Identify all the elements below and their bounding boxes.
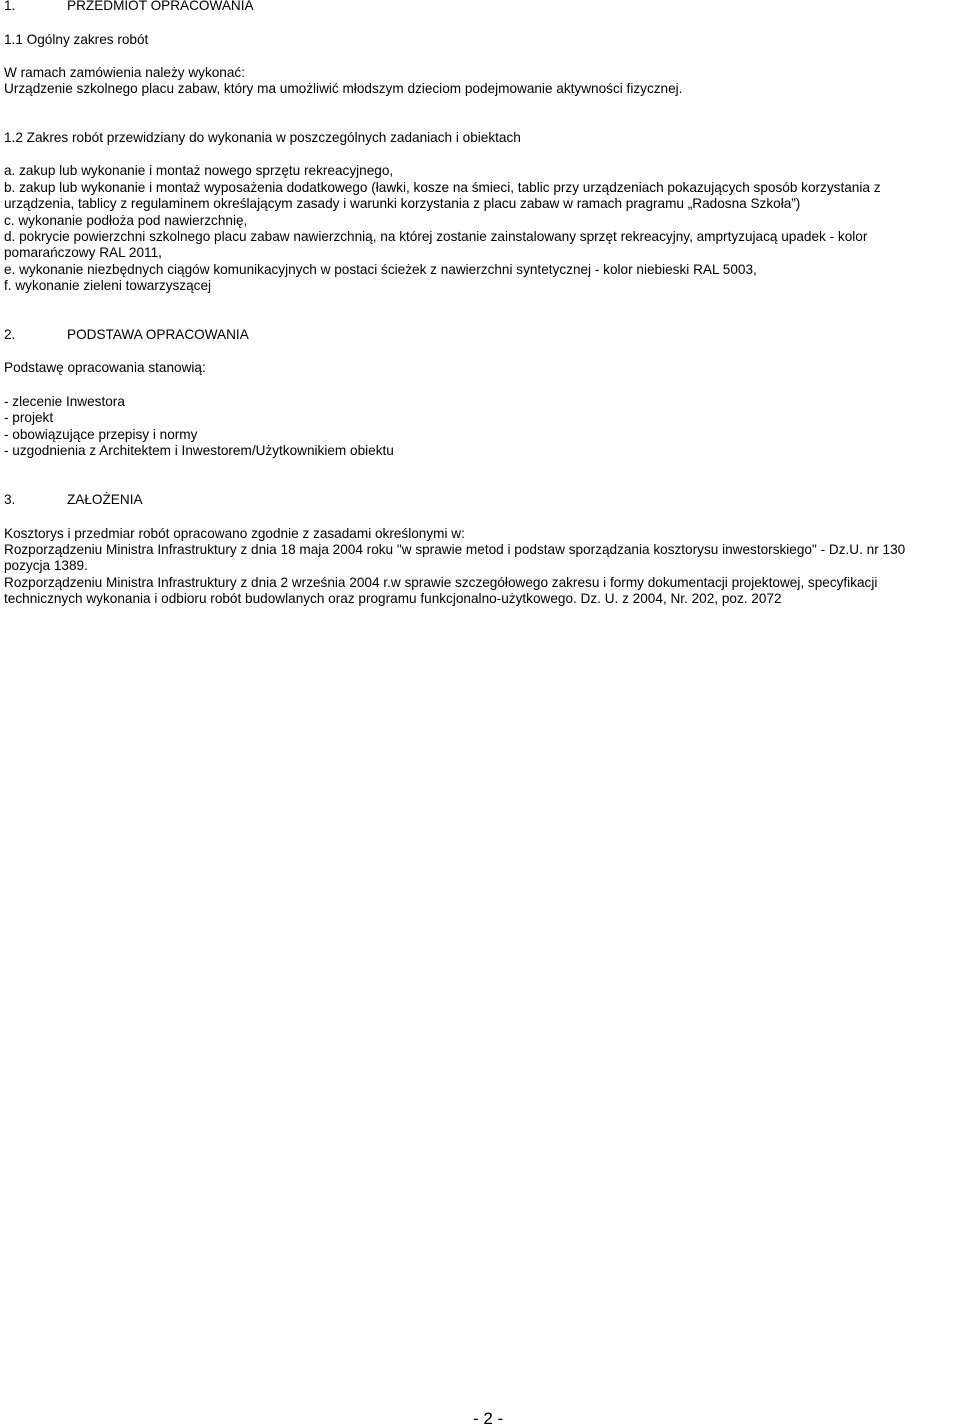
basis-list-item: - projekt xyxy=(4,410,54,425)
assumptions-line: technicznych wykonania i odbioru robót budowlanych oraz programu funkcjonalno-użytkowego. Dz. U. z 2004, Nr. 202, poz. 2072 xyxy=(4,591,782,606)
scope-item-a: a. zakup lub wykonanie i montaż nowego sprzętu rekreacyjnego, xyxy=(4,163,394,178)
intro-line-2: Urządzenie szkolnego placu zabaw, który ma umożliwić młodszym dzieciom podejmowanie aktywności fizycznej. xyxy=(4,81,683,96)
scope-item-e: e. wykonanie niezbędnych ciągów komunikacyjnych w postaci ścieżek z nawierzchni syntetycznej - kolor niebieski RAL 5003, xyxy=(4,262,757,277)
scope-item-d-line-2: pomarańczowy RAL 2011, xyxy=(4,245,162,260)
section-2-heading xyxy=(4,327,249,343)
basis-list-item: - obowiązujące przepisy i normy xyxy=(4,427,198,442)
scope-item-d-line-1: d. pokrycie powierzchni szkolnego placu zabaw nawierzchnią, na której zostanie zainstalowany sprzęt rekreacyjny, amprtyzujacą upadek - kolor xyxy=(4,229,868,244)
section-3-number: 3. xyxy=(4,492,16,507)
section-3-title: ZAŁOŻENIA xyxy=(67,492,143,507)
subsection-1-2-title: 1.2 Zakres robót przewidziany do wykonania w poszczególnych zadaniach i obiektach xyxy=(4,130,521,145)
assumptions-line: pozycja 1389. xyxy=(4,558,88,573)
section-1-heading xyxy=(4,0,254,14)
section-2-number: 2. xyxy=(4,327,16,342)
page-number: - 2 - xyxy=(473,1409,504,1428)
scope-item-c: c. wykonanie podłoża pod nawierzchnię, xyxy=(4,213,248,228)
scope-item-f: f. wykonanie zieleni towarzyszącej xyxy=(4,278,212,293)
assumptions-line: Kosztorys i przedmiar robót opracowano zgodnie z zasadami określonymi w: xyxy=(4,526,465,541)
section-1-title: PRZEDMIOT OPRACOWANIA xyxy=(67,0,254,13)
intro-line-1: W ramach zamówienia należy wykonać: xyxy=(4,65,246,80)
scope-item-b-line-2: urządzenia, tablicy z regulaminem określającym zasady i warunki korzystania z placu zabaw w ramach pragramu „Radosna Szkoła”) xyxy=(4,196,801,211)
section-3-heading xyxy=(4,492,143,508)
section-1-number: 1. xyxy=(4,0,16,13)
section-2-intro: Podstawę opracowania stanowią: xyxy=(4,360,206,375)
basis-list-item: - uzgodnienia z Architektem i Inwestorem/Użytkownikiem obiektu xyxy=(4,443,394,458)
scope-item-b-line-1: b. zakup lub wykonanie i montaż wyposażenia dodatkowego (ławki, kosze na śmieci, tablic przy urządzeniach pokazujących sposób korzystania z xyxy=(4,180,881,195)
section-2-title: PODSTAWA OPRACOWANIA xyxy=(67,327,249,342)
assumptions-line: Rozporządzeniu Ministra Infrastruktury z dnia 18 maja 2004 roku "w sprawie metod i podstaw sporządzania kosztorysu inwestorskiego" - Dz.U. nr 130 xyxy=(4,542,906,557)
subsection-1-1-title: 1.1 Ogólny zakres robót xyxy=(4,32,149,47)
assumptions-line: Rozporządzeniu Ministra Infrastruktury z dnia 2 września 2004 r.w sprawie szczegółowego zakresu i formy dokumentacji projektowej, specyfikacji xyxy=(4,575,878,590)
basis-list-item: - zlecenie Inwestora xyxy=(4,394,125,409)
